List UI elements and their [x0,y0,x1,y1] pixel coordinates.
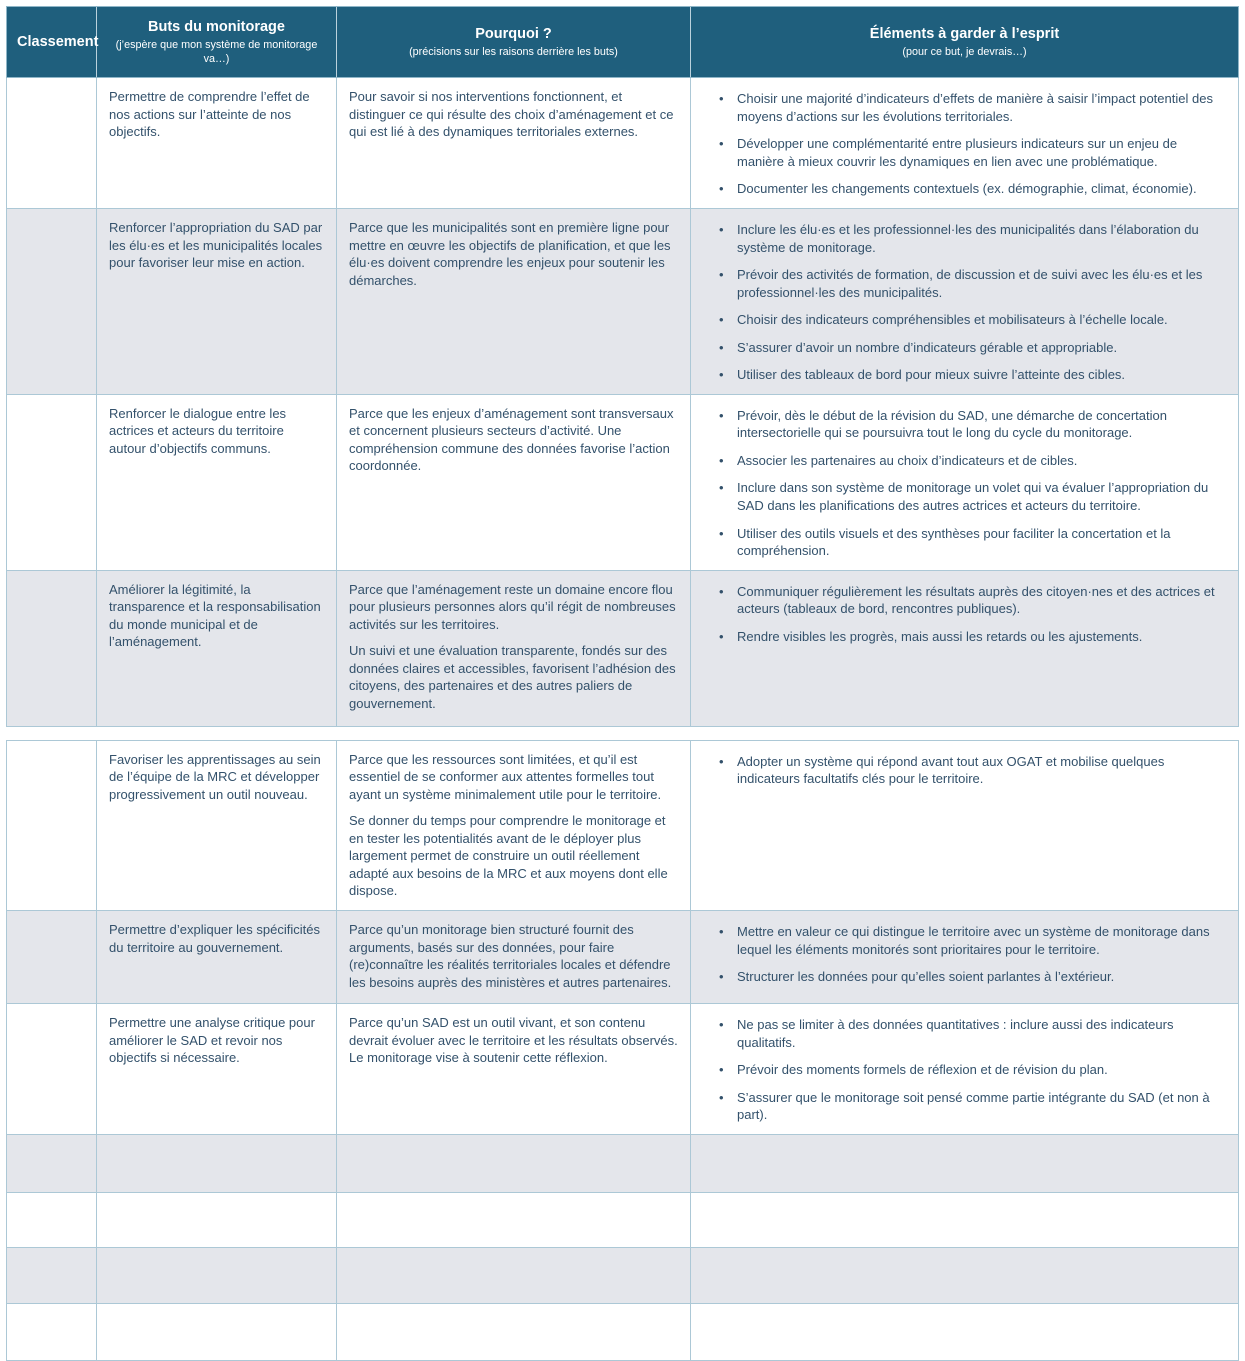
goal-text: Permettre de comprendre l’effet de nos actions sur l’atteinte de nos objectifs. [109,89,310,140]
why-paragraph: Pour savoir si nos interventions fonctionnent, et distinguer ce qui résulte des choix d’aménagement et ce qui est lié à des dynamiques territoriales externes. [349,89,674,140]
classement-cell [7,395,97,570]
goal-text: Renforcer l’appropriation du SAD par les élu·es et les municipalités locales pour favoriser leur mise en action. [109,220,323,271]
keep-in-mind-text: Développer une complémentarité entre plusieurs indicateurs sur un enjeu de manière à mieux couvrir les dynamiques en lien avec une problématique. [737,136,1178,169]
keep-in-mind-text: S’assurer d’avoir un nombre d’indicateurs gérable et appropriable. [737,339,1118,355]
why-cell [337,741,691,910]
table-row [7,741,1238,911]
classement-cell [7,1248,97,1303]
why-cell [337,395,691,570]
keep-in-mind-text: Utiliser des outils visuels et des synthèses pour faciliter la concertation et la compréhension. [737,525,1171,559]
bullet-icon: • [719,924,724,940]
keep-in-mind-item [713,90,1222,125]
monitoring-goals-table [6,6,1239,1361]
goal-cell [97,1004,337,1134]
bullet-icon: • [719,1062,724,1078]
keep-in-mind-item [713,311,1222,329]
header-buts-title: Buts du monitorage [148,18,285,35]
table-row [7,395,1238,571]
keep-in-mind-item [713,583,1222,618]
keep-in-mind-list [703,405,1226,560]
goal-cell [97,1193,337,1247]
keep-in-mind-cell [691,78,1238,208]
goal-text: Favoriser les apprentissages au sein de l’équipe de la MRC et développer progressivement un outil nouveau. [109,751,321,802]
classement-cell [7,1135,97,1192]
empty-row [7,1193,1238,1248]
bullet-icon: • [719,367,724,383]
why-paragraph: Parce qu’un SAD est un outil vivant, et son contenu devrait évoluer avec le territoire et les résultats observés. Le monitorage vise à soutenir cette réflexion. [349,1015,678,1066]
bullet-icon: • [719,452,724,468]
why-cell [337,911,691,1003]
keep-in-mind-list [703,88,1226,198]
keep-in-mind-text: Adopter un système qui répond avant tout aux OGAT et mobilise quelques indicateurs facultatifs clés pour le territoire. [737,753,1165,787]
keep-in-mind-text: Mettre en valeur ce qui distingue le territoire avec un système de monitorage dans lequel les éléments monitorés sont prioritaires pour le territoire. [737,924,1210,957]
keep-in-mind-list [703,921,1226,986]
keep-in-mind-text: Choisir une majorité d’indicateurs d’effets de manière à saisir l’impact potentiel des moyens d’actions sur les évolutions territoriales. [737,91,1213,124]
empty-row [7,1248,1238,1304]
header-buts [97,7,337,77]
bullet-icon: • [719,969,724,985]
header-buts-subtitle: (j’espère que mon système de monitorage va…) [115,39,318,66]
keep-in-mind-item [713,339,1222,357]
header-pourquoi [337,7,691,77]
bullet-icon: • [719,1017,724,1033]
keep-in-mind-list [703,1014,1226,1124]
header-elements-subtitle: (pour ce but, je devrais…) [902,46,1027,59]
bullet-icon: • [719,753,724,769]
table-row [7,1004,1238,1135]
classement-cell [7,741,97,910]
keep-in-mind-item [713,221,1222,256]
goal-cell [97,209,337,394]
goal-text: Permettre d’expliquer les spécificités du territoire au gouvernement. [109,922,320,955]
why-paragraph: Se donner du temps pour comprendre le monitorage et en tester les potentialités avant de le déployer plus largement permet de construire un outil réellement adapté aux besoins de la MRC et aux moyens dont elle dispose. [349,813,668,899]
keep-in-mind-cell [691,209,1238,394]
keep-in-mind-cell [691,1135,1238,1192]
keep-in-mind-item [713,628,1222,646]
bullet-icon: • [719,91,724,106]
keep-in-mind-item [713,266,1222,301]
bullet-icon: • [719,181,724,197]
bullet-icon: • [719,222,724,237]
why-cell [337,1004,691,1134]
keep-in-mind-cell [691,395,1238,570]
goal-cell [97,571,337,726]
goal-cell [97,1135,337,1192]
bullet-icon: • [719,525,724,541]
keep-in-mind-text: Choisir des indicateurs compréhensibles et mobilisateurs à l’échelle locale. [737,312,1168,328]
classement-cell [7,1193,97,1247]
why-paragraph: Parce que les municipalités sont en première ligne pour mettre en œuvre les objectifs de planification, et que les élu·es doivent comprendre les enjeux pour soutenir les démarches. [349,220,671,288]
header-pourquoi-subtitle: (précisions sur les raisons derrière les buts) [409,46,618,59]
classement-cell [7,571,97,726]
classement-cell [7,78,97,208]
why-paragraph: Un suivi et une évaluation transparente, fondés sur des données claires et accessibles, favorisent l’adhésion des citoyens, des partenaires et des autres paliers de gouvernement. [349,643,676,711]
table-row [7,911,1238,1004]
keep-in-mind-cell [691,1304,1238,1360]
keep-in-mind-item [713,407,1222,442]
classement-cell [7,1004,97,1134]
keep-in-mind-cell [691,1193,1238,1247]
classement-cell [7,911,97,1003]
keep-in-mind-list [703,751,1226,788]
goal-text: Permettre une analyse critique pour améliorer le SAD et revoir nos objectifs si nécessaire. [109,1015,315,1066]
keep-in-mind-cell [691,741,1238,910]
goal-cell [97,395,337,570]
bullet-icon: • [719,628,724,644]
goal-text: Améliorer la légitimité, la transparence et la responsabilisation du monde municipal et de l’aménagement. [109,581,321,650]
bullet-icon: • [719,583,724,599]
keep-in-mind-list [703,581,1226,646]
table-row [7,78,1238,209]
bullet-icon: • [719,312,724,328]
bullet-icon: • [719,267,724,283]
why-paragraph: Parce que les ressources sont limitées, et qu’il est essentiel de se conformer aux attentes formelles tout ayant un système minimalement utile pour le territoire. [349,751,662,802]
keep-in-mind-text: Structurer les données pour qu’elles soient parlantes à l’extérieur. [737,969,1115,985]
goal-cell [97,78,337,208]
keep-in-mind-item [713,753,1222,788]
table-section-top [6,78,1239,727]
why-cell [337,1248,691,1303]
keep-in-mind-item [713,923,1222,958]
keep-in-mind-item [713,1089,1222,1124]
why-cell [337,209,691,394]
keep-in-mind-item [713,135,1222,170]
why-paragraph: Parce que les enjeux d’aménagement sont transversaux et concernent plusieurs secteurs d’activité. Une compréhension commune des données favorise l’action coordonnée. [349,405,674,474]
header-classement-label: Classement [17,33,99,50]
header-elements-title: Éléments à garder à l’esprit [869,25,1060,42]
bullet-icon: • [719,339,724,355]
keep-in-mind-list [703,219,1226,384]
keep-in-mind-text: Prévoir, dès le début de la révision du SAD, une démarche de concertation intersectorielle qui se poursuivra tout le long du cycle du monitorage. [737,407,1167,441]
keep-in-mind-text: Communiquer régulièrement les résultats auprès des citoyen·nes et des actrices et acteurs (tableaux de bord, rencontres publiques). [737,583,1215,617]
keep-in-mind-text: Prévoir des activités de formation, de discussion et de suivi avec les élu·es et les professionnel·les des municipalités. [737,267,1203,300]
why-cell [337,571,691,726]
keep-in-mind-item [713,452,1222,470]
keep-in-mind-text: Ne pas se limiter à des données quantitatives : inclure aussi des indicateurs qualitatifs. [737,1017,1174,1050]
keep-in-mind-text: Inclure les élu·es et les professionnel·les des municipalités dans l’élaboration du système de monitorage. [737,222,1199,255]
keep-in-mind-item [713,479,1222,514]
classement-cell [7,209,97,394]
goal-cell [97,1248,337,1303]
keep-in-mind-cell [691,1248,1238,1303]
classement-cell [7,1304,97,1360]
why-paragraph: Parce que l’aménagement reste un domaine encore flou pour plusieurs personnes alors qu’il régit de nombreuses activités sur les territoires. [349,581,676,632]
goal-text: Renforcer le dialogue entre les actrices et acteurs du territoire autour d’objectifs communs. [109,405,287,456]
bullet-icon: • [719,407,724,423]
keep-in-mind-text: Inclure dans son système de monitorage un volet qui va évaluer l’appropriation du SAD dans les planifications des autres actrices et acteurs du territoire. [737,480,1209,514]
goal-cell [97,911,337,1003]
keep-in-mind-text: S’assurer que le monitorage soit pensé comme partie intégrante du SAD (et non à part). [737,1089,1210,1123]
keep-in-mind-text: Documenter les changements contextuels (ex. démographie, climat, économie). [737,181,1197,197]
bullet-icon: • [719,1089,724,1105]
why-cell [337,1135,691,1192]
bullet-icon: • [719,480,724,496]
keep-in-mind-item [713,1016,1222,1051]
empty-row [7,1135,1238,1193]
why-cell [337,1304,691,1360]
keep-in-mind-item [713,525,1222,560]
keep-in-mind-item [713,1061,1222,1079]
goal-cell [97,1304,337,1360]
keep-in-mind-cell [691,911,1238,1003]
keep-in-mind-item [713,968,1222,986]
keep-in-mind-cell [691,571,1238,726]
table-section-bottom [6,740,1239,1361]
keep-in-mind-text: Associer les partenaires au choix d’indicateurs et de cibles. [737,452,1078,468]
table-row [7,209,1238,395]
bullet-icon: • [719,136,724,152]
why-paragraph: Parce qu’un monitorage bien structuré fournit des arguments, basés sur des données, pour faire (re)connaître les réalités territoriales locales et défendre les besoins auprès des ministères et autres partenaires. [349,922,672,990]
keep-in-mind-item [713,366,1222,384]
table-header [6,6,1239,78]
goal-cell [97,741,337,910]
header-elements [691,7,1238,77]
empty-row [7,1304,1238,1360]
keep-in-mind-text: Rendre visibles les progrès, mais aussi les retards ou les ajustements. [737,628,1143,644]
keep-in-mind-item [713,180,1222,198]
header-classement [7,7,97,77]
table-row [7,571,1238,726]
keep-in-mind-cell [691,1004,1238,1134]
why-cell [337,1193,691,1247]
why-cell [337,78,691,208]
header-pourquoi-title: Pourquoi ? [475,25,552,42]
keep-in-mind-text: Prévoir des moments formels de réflexion et de révision du plan. [737,1062,1108,1078]
keep-in-mind-text: Utiliser des tableaux de bord pour mieux suivre l’atteinte des cibles. [737,367,1126,383]
